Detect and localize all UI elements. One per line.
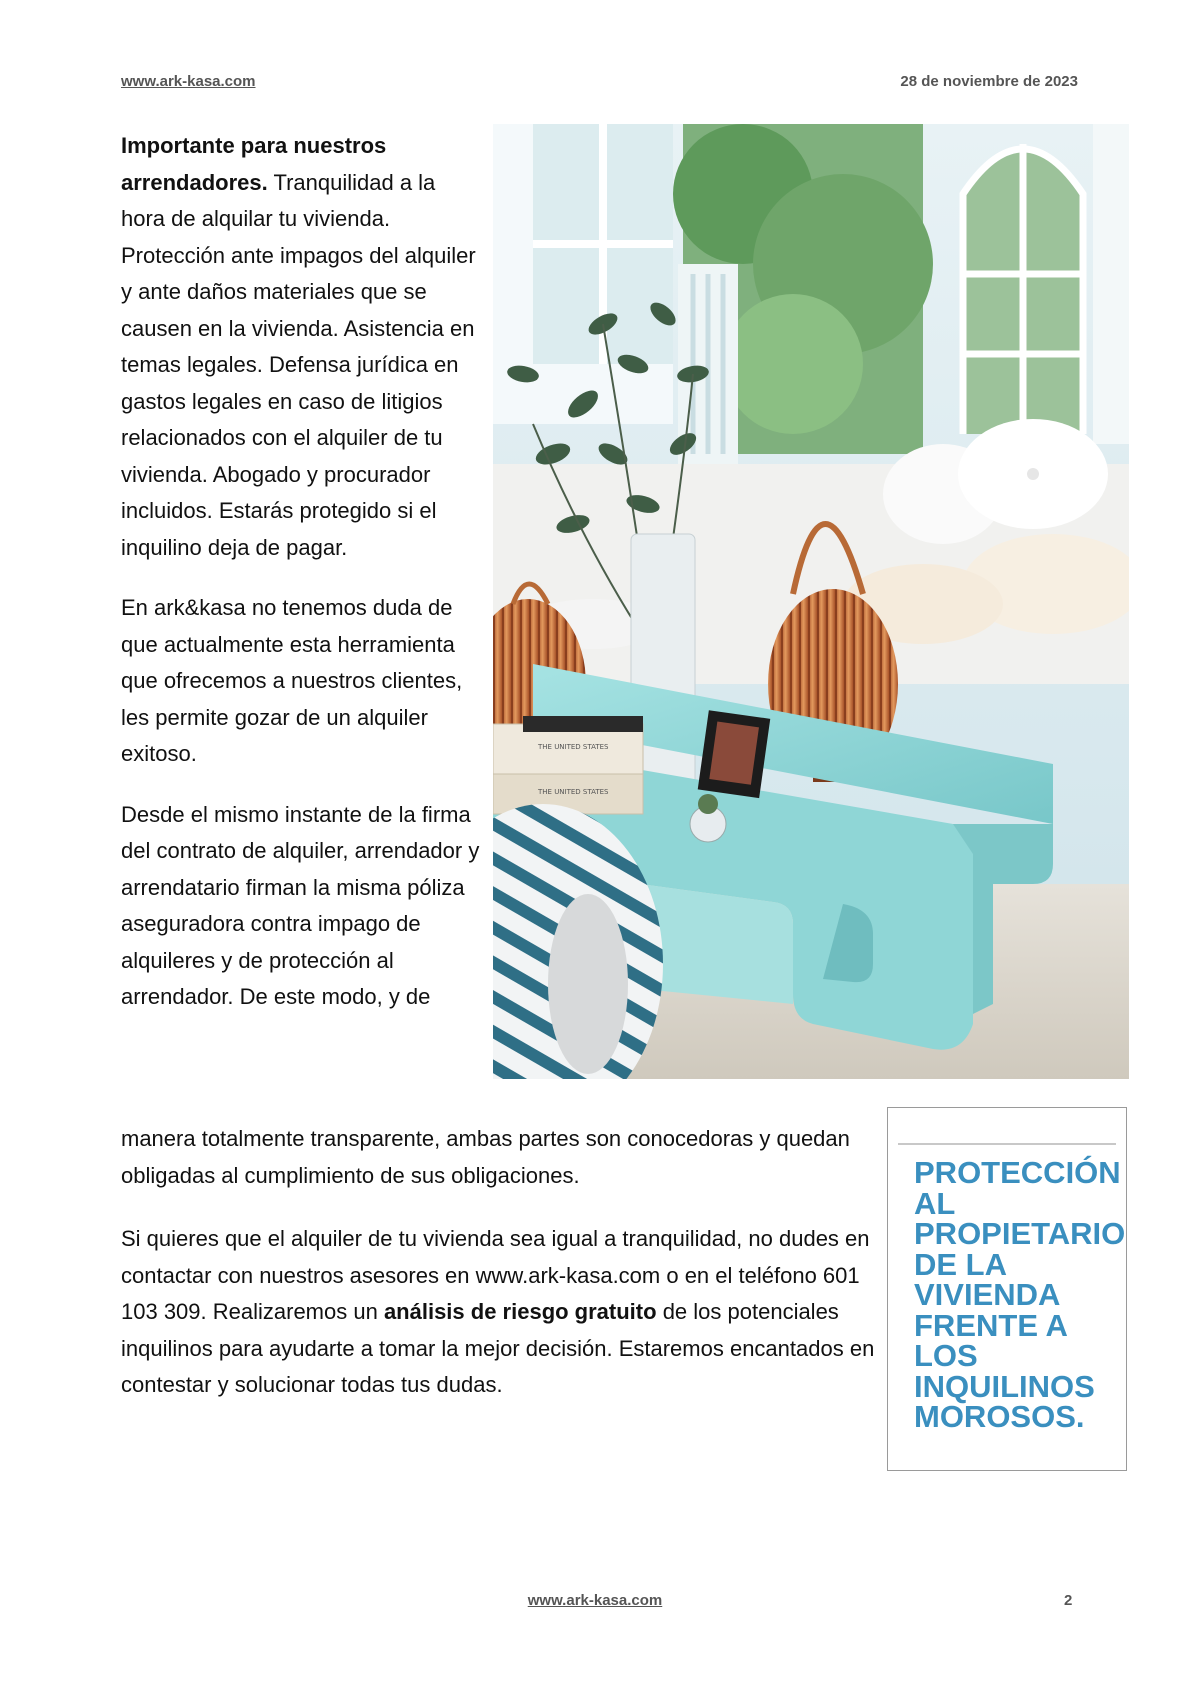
paragraph-contact-text: [121, 1221, 881, 1404]
paragraph-landlords: [121, 128, 481, 566]
paragraph-contact-start: Si quieres que el alquiler de tu vivienda sea igual a tranquilidad, no dudes en contactar con nuestros asesores en www.ark-kasa.com o en el teléfono 601 103 309. Realizaremos un: [121, 1226, 870, 1324]
paragraph-contact-highlight: análisis de riesgo gratuito: [383, 1299, 657, 1324]
paragraph-policy-end: manera totalmente transparente, ambas partes son conocedoras y quedan obligadas al cumplimiento de sus obligaciones.: [121, 1126, 850, 1188]
header-website-link[interactable]: www.ark-kasa.com: [121, 73, 256, 90]
paragraph-landlords-lead: Importante para nuestros arrendadores.: [121, 133, 387, 195]
article-column-text: [121, 128, 481, 1016]
pull-quote-text: PROTECCIÓN AL PROPIETARIO DE LA VIVIENDA FRENTE A LOS INQUILINOS MOROSOS.: [914, 1155, 1126, 1434]
footer-page-number: 2: [1064, 1592, 1073, 1609]
paragraph-policy-continued: [121, 1121, 881, 1194]
paragraph-contact-end: de los potenciales inquilinos para ayudarte a tomar la mejor decisión. Estaremos encantados en contestar y solucionar todas tus dudas.: [121, 1299, 875, 1397]
svg-text:THE UNITED STATES: THE UNITED STATES: [538, 743, 609, 751]
pull-quote-rule: [898, 1143, 1116, 1145]
footer-website-link[interactable]: www.ark-kasa.com: [527, 1592, 663, 1609]
paragraph-contact: [121, 1221, 881, 1404]
living-room-photo: [493, 124, 1129, 1079]
header-date: 28 de noviembre de 2023: [900, 73, 1078, 90]
pull-quote-box: [887, 1107, 1127, 1471]
svg-text:THE UNITED STATES: THE UNITED STATES: [538, 788, 609, 796]
paragraph-landlords-body: Tranquilidad a la hora de alquilar tu vivienda. Protección ante impagos del alquiler y ante daños materiales que se causen en la vivienda. Asistencia en temas legales. Defensa jurídica en gastos legales en caso de litigios relacionados con el alquiler de tu vivienda. Abogado y procurador incluidos. Estarás protegido si el inquilino deja de pagar.: [121, 169, 476, 560]
paragraph-policy-start: Desde el mismo instante de la firma del contrato de alquiler, arrendador y arrendatario firman la misma póliza aseguradora contra impago de alquileres y de protección al arrendador. De este modo, y de: [121, 801, 480, 1009]
paragraph-tool: En ark&kasa no tenemos duda de que actualmente esta herramienta que ofrecemos a nuestros clientes, les permite gozar de un alquiler exitoso.: [121, 595, 463, 766]
